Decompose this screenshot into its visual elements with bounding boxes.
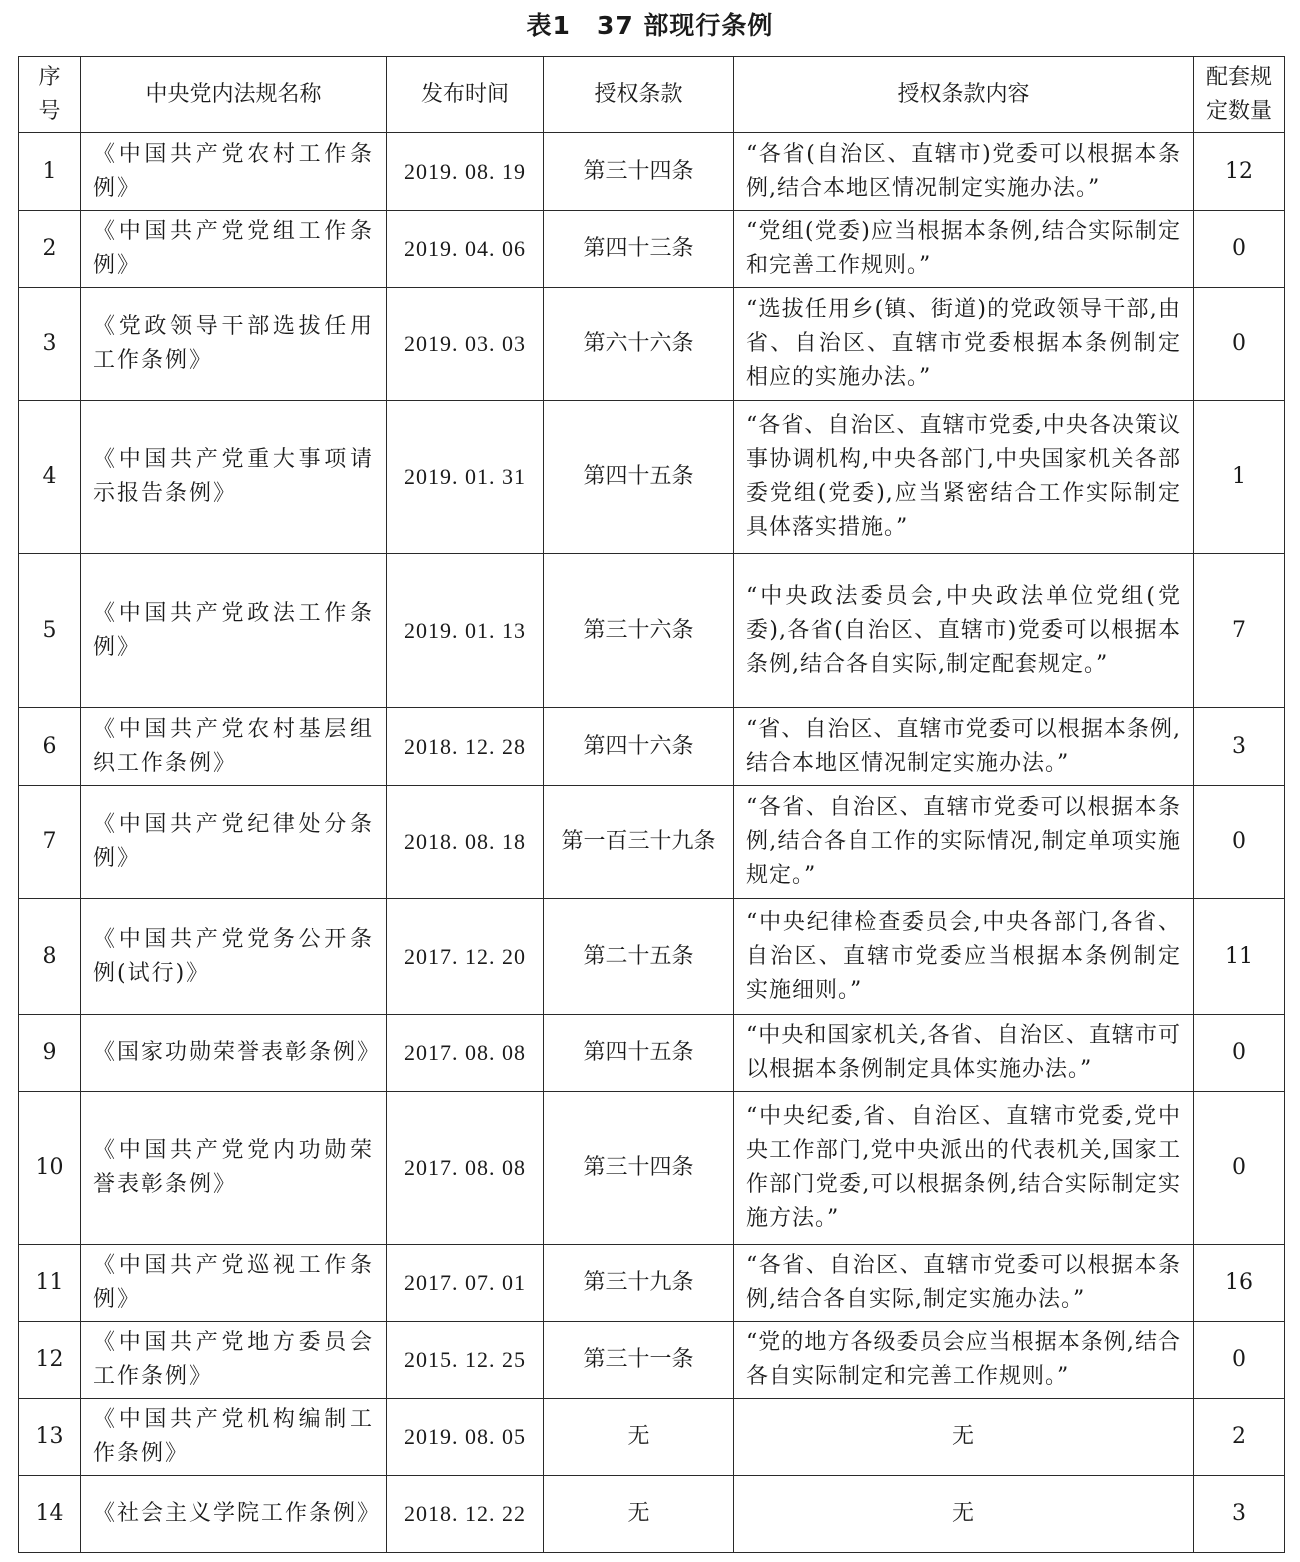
row-name: 《国家功勋荣誉表彰条例》 [81,1015,387,1092]
row-clause: 第四十三条 [544,211,734,288]
row-clause: 第四十五条 [544,1015,734,1092]
row-content: “中央和国家机关,各省、自治区、直辖市可以根据本条例制定具体实施办法。” [734,1015,1194,1092]
row-no: 11 [19,1245,81,1322]
table-row [19,1092,1285,1245]
row-date: 2017. 07. 01 [387,1245,544,1322]
row-no: 1 [19,133,81,211]
row-clause: 第三十六条 [544,554,734,708]
row-no: 13 [19,1399,81,1476]
row-name: 《党政领导干部选拔任用工作条例》 [81,288,387,401]
row-date: 2018. 12. 22 [387,1476,544,1553]
row-clause: 第三十一条 [544,1322,734,1399]
row-no: 10 [19,1092,81,1245]
header-count: 配套规定数量 [1194,57,1285,133]
row-name: 《中国共产党党务公开条例(试行)》 [81,899,387,1015]
table-row [19,708,1285,786]
row-name: 《中国共产党农村工作条例》 [81,133,387,211]
table-row [19,211,1285,288]
row-content: “党组(党委)应当根据本条例,结合实际制定和完善工作规则。” [734,211,1194,288]
row-date: 2019. 03. 03 [387,288,544,401]
row-content: “党的地方各级委员会应当根据本条例,结合各自实际制定和完善工作规则。” [734,1322,1194,1399]
row-clause: 第六十六条 [544,288,734,401]
row-content: “各省、自治区、直辖市党委,中央各决策议事协调机构,中央各部门,中央国家机关各部委党组(党委),应当紧密结合工作实际制定具体落实措施。” [734,401,1194,554]
regulations-table [18,56,1285,1553]
table-row [19,1015,1285,1092]
row-content: 无 [734,1399,1194,1476]
row-count: 7 [1194,554,1285,708]
row-name: 《中国共产党巡视工作条例》 [81,1245,387,1322]
row-content: “选拔任用乡(镇、街道)的党政领导干部,由省、自治区、直辖市党委根据本条例制定相应的实施办法。” [734,288,1194,401]
row-name: 《中国共产党农村基层组织工作条例》 [81,708,387,786]
row-date: 2019. 04. 06 [387,211,544,288]
row-clause: 第二十五条 [544,899,734,1015]
table-row [19,1322,1285,1399]
row-date: 2019. 01. 13 [387,554,544,708]
row-name: 《中国共产党纪律处分条例》 [81,786,387,899]
row-clause: 第四十六条 [544,708,734,786]
row-no: 5 [19,554,81,708]
row-count: 0 [1194,1015,1285,1092]
row-count: 0 [1194,786,1285,899]
row-no: 3 [19,288,81,401]
row-date: 2018. 12. 28 [387,708,544,786]
row-count: 0 [1194,211,1285,288]
row-no: 9 [19,1015,81,1092]
row-count: 12 [1194,133,1285,211]
row-date: 2018. 08. 18 [387,786,544,899]
row-date: 2017. 12. 20 [387,899,544,1015]
row-name: 《中国共产党重大事项请示报告条例》 [81,401,387,554]
row-name: 《社会主义学院工作条例》 [81,1476,387,1553]
row-count: 0 [1194,1322,1285,1399]
table-row [19,899,1285,1015]
row-content: “中央政法委员会,中央政法单位党组(党委),各省(自治区、直辖市)党委可以根据本条例,结合各自实际,制定配套规定。” [734,554,1194,708]
row-content: “各省、自治区、直辖市党委可以根据本条例,结合各自工作的实际情况,制定单项实施规定。” [734,786,1194,899]
row-count: 11 [1194,899,1285,1015]
table-row [19,554,1285,708]
row-count: 3 [1194,708,1285,786]
table-title: 表1 37 部现行条例 [526,11,774,40]
table-row [19,786,1285,899]
header-date: 发布时间 [387,57,544,133]
row-count: 1 [1194,401,1285,554]
header-name: 中央党内法规名称 [81,57,387,133]
row-name: 《中国共产党地方委员会工作条例》 [81,1322,387,1399]
table-row [19,1399,1285,1476]
header-content: 授权条款内容 [734,57,1194,133]
row-content: “中央纪委,省、自治区、直辖市党委,党中央工作部门,党中央派出的代表机关,国家工作部门党委,可以根据条例,结合实际制定实施方法。” [734,1092,1194,1245]
row-count: 0 [1194,1092,1285,1245]
row-date: 2017. 08. 08 [387,1092,544,1245]
row-no: 4 [19,401,81,554]
row-name: 《中国共产党机构编制工作条例》 [81,1399,387,1476]
row-content: 无 [734,1476,1194,1553]
row-count: 0 [1194,288,1285,401]
row-date: 2019. 01. 31 [387,401,544,554]
row-content: “中央纪律检查委员会,中央各部门,各省、自治区、直辖市党委应当根据本条例制定实施细则。” [734,899,1194,1015]
table-row [19,1245,1285,1322]
table-row [19,1476,1285,1553]
table-row [19,401,1285,554]
row-date: 2017. 08. 08 [387,1015,544,1092]
row-content: “省、自治区、直辖市党委可以根据本条例,结合本地区情况制定实施办法。” [734,708,1194,786]
header-no: 序号 [19,57,81,133]
table-row [19,133,1285,211]
row-no: 2 [19,211,81,288]
row-date: 2019. 08. 05 [387,1399,544,1476]
row-clause: 无 [544,1399,734,1476]
header-row [19,57,1285,133]
row-no: 6 [19,708,81,786]
row-name: 《中国共产党政法工作条例》 [81,554,387,708]
row-clause: 第三十四条 [544,1092,734,1245]
row-count: 16 [1194,1245,1285,1322]
row-date: 2019. 08. 19 [387,133,544,211]
row-clause: 第三十九条 [544,1245,734,1322]
header-clause: 授权条款 [544,57,734,133]
table-row [19,288,1285,401]
row-clause: 第三十四条 [544,133,734,211]
row-no: 7 [19,786,81,899]
row-content: “各省(自治区、直辖市)党委可以根据本条例,结合本地区情况制定实施办法。” [734,133,1194,211]
row-clause: 第一百三十九条 [544,786,734,899]
row-clause: 无 [544,1476,734,1553]
row-no: 12 [19,1322,81,1399]
row-count: 3 [1194,1476,1285,1553]
row-name: 《中国共产党党组工作条例》 [81,211,387,288]
row-no: 8 [19,899,81,1015]
row-no: 14 [19,1476,81,1553]
row-clause: 第四十五条 [544,401,734,554]
row-date: 2015. 12. 25 [387,1322,544,1399]
row-count: 2 [1194,1399,1285,1476]
row-name: 《中国共产党党内功勋荣誉表彰条例》 [81,1092,387,1245]
row-content: “各省、自治区、直辖市党委可以根据本条例,结合各自实际,制定实施办法。” [734,1245,1194,1322]
